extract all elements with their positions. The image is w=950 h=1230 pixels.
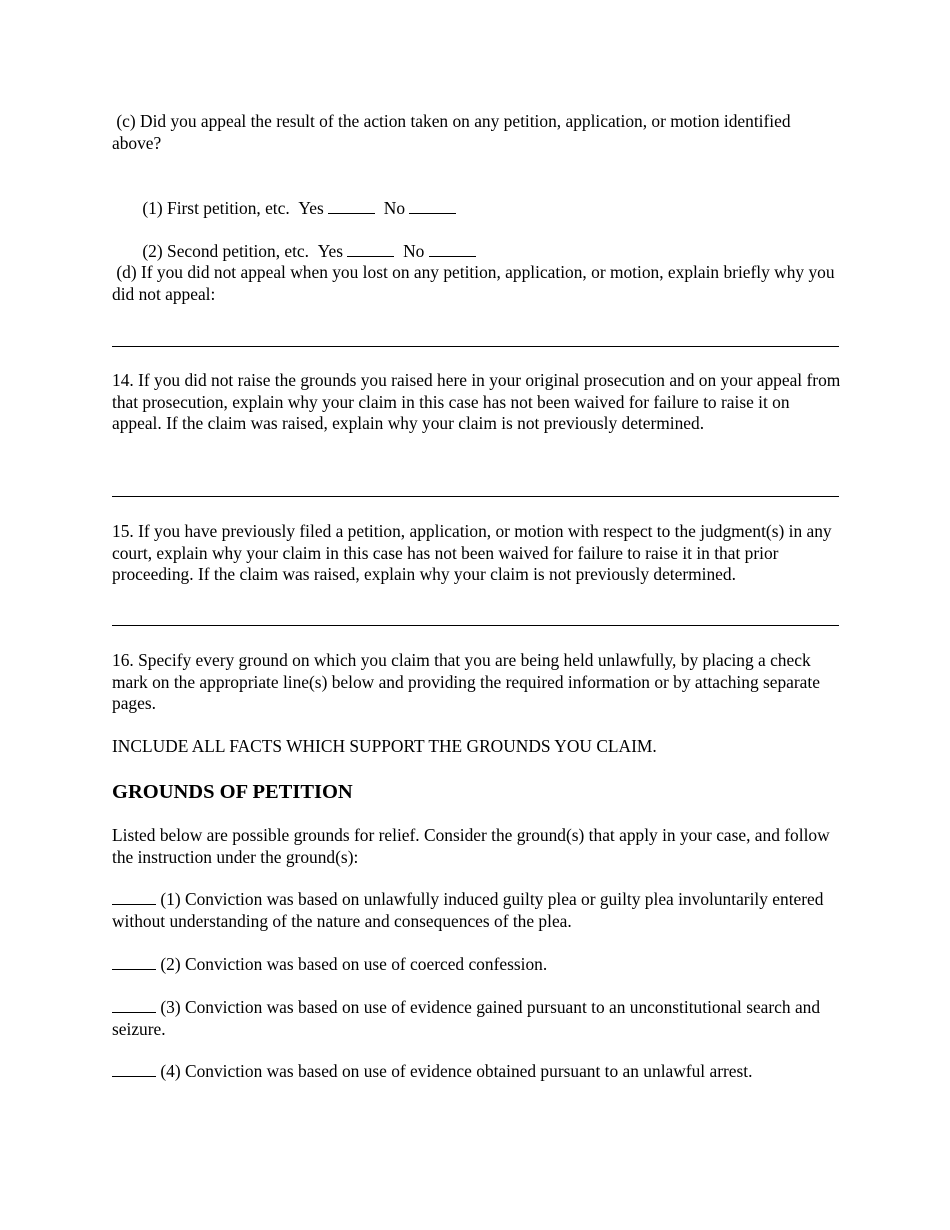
ground-text: (3) Conviction was based on use of evidence gained pursuant to an unconstitutional search and seizure. bbox=[112, 997, 825, 1039]
ground-check-blank[interactable] bbox=[112, 997, 156, 1013]
first-petition-no-label: No bbox=[383, 197, 406, 218]
question-13c: (c) Did you appeal the result of the action taken on any petition, application, or motion identified above? bbox=[112, 111, 795, 153]
question-14: 14. If you did not raise the grounds you raised here in your original prosecution and on your appeal from that prosecution, explain why your claim in this case has not been waived for failure to raise it on appeal. If the claim was raised, explain why your claim is not previously determined. bbox=[112, 370, 845, 433]
first-petition-label: (1) First petition, etc. bbox=[142, 197, 290, 218]
ground-check-blank[interactable] bbox=[112, 1061, 156, 1077]
ground-check-blank[interactable] bbox=[112, 954, 156, 970]
second-petition-yes-blank[interactable] bbox=[347, 241, 394, 257]
grounds-heading: GROUNDS OF PETITION bbox=[112, 781, 353, 803]
second-petition-no-blank[interactable] bbox=[429, 241, 476, 257]
question-16: 16. Specify every ground on which you claim that you are being held unlawfully, by placing a check mark on the appropriate line(s) below and providing the required information or by attaching separate pages. bbox=[112, 650, 825, 713]
ground-item bbox=[112, 997, 842, 1040]
second-petition-label: (2) Second petition, etc. bbox=[142, 240, 310, 261]
first-petition-no-blank[interactable] bbox=[409, 198, 456, 214]
question-15: 15. If you have previously filed a petition, application, or motion with respect to the judgment(s) in any court, explain why your claim in this case has not been waived for failure to raise it in that prior proceeding. If the claim was raised, explain why your claim is not previously determined. bbox=[112, 521, 836, 584]
answer-line-13d[interactable] bbox=[112, 346, 839, 347]
second-petition-no-label: No bbox=[403, 240, 425, 261]
answer-line-14[interactable] bbox=[112, 496, 839, 497]
answer-line-15[interactable] bbox=[112, 625, 839, 626]
ground-item bbox=[112, 889, 842, 932]
first-petition-yes-blank[interactable] bbox=[328, 198, 375, 214]
grounds-intro: Listed below are possible grounds for relief. Consider the ground(s) that apply in your case, and follow the instruction under the ground(s): bbox=[112, 825, 835, 867]
ground-item bbox=[112, 954, 842, 976]
include-facts-note: INCLUDE ALL FACTS WHICH SUPPORT THE GROUNDS YOU CLAIM. bbox=[112, 736, 657, 756]
ground-text: (4) Conviction was based on use of evidence obtained pursuant to an unlawful arrest. bbox=[160, 1061, 753, 1081]
ground-item bbox=[112, 1061, 842, 1083]
ground-check-blank[interactable] bbox=[112, 889, 156, 905]
question-13d: (d) If you did not appeal when you lost on any petition, application, or motion, explain briefly why you did not appeal: bbox=[112, 262, 839, 304]
ground-text: (2) Conviction was based on use of coerced confession. bbox=[160, 954, 548, 974]
ground-text: (1) Conviction was based on unlawfully induced guilty plea or guilty plea involuntarily entered without understanding of the nature and consequences of the plea. bbox=[112, 889, 828, 931]
second-petition-yes-label: Yes bbox=[317, 240, 344, 261]
first-petition-yes-label: Yes bbox=[298, 197, 324, 218]
